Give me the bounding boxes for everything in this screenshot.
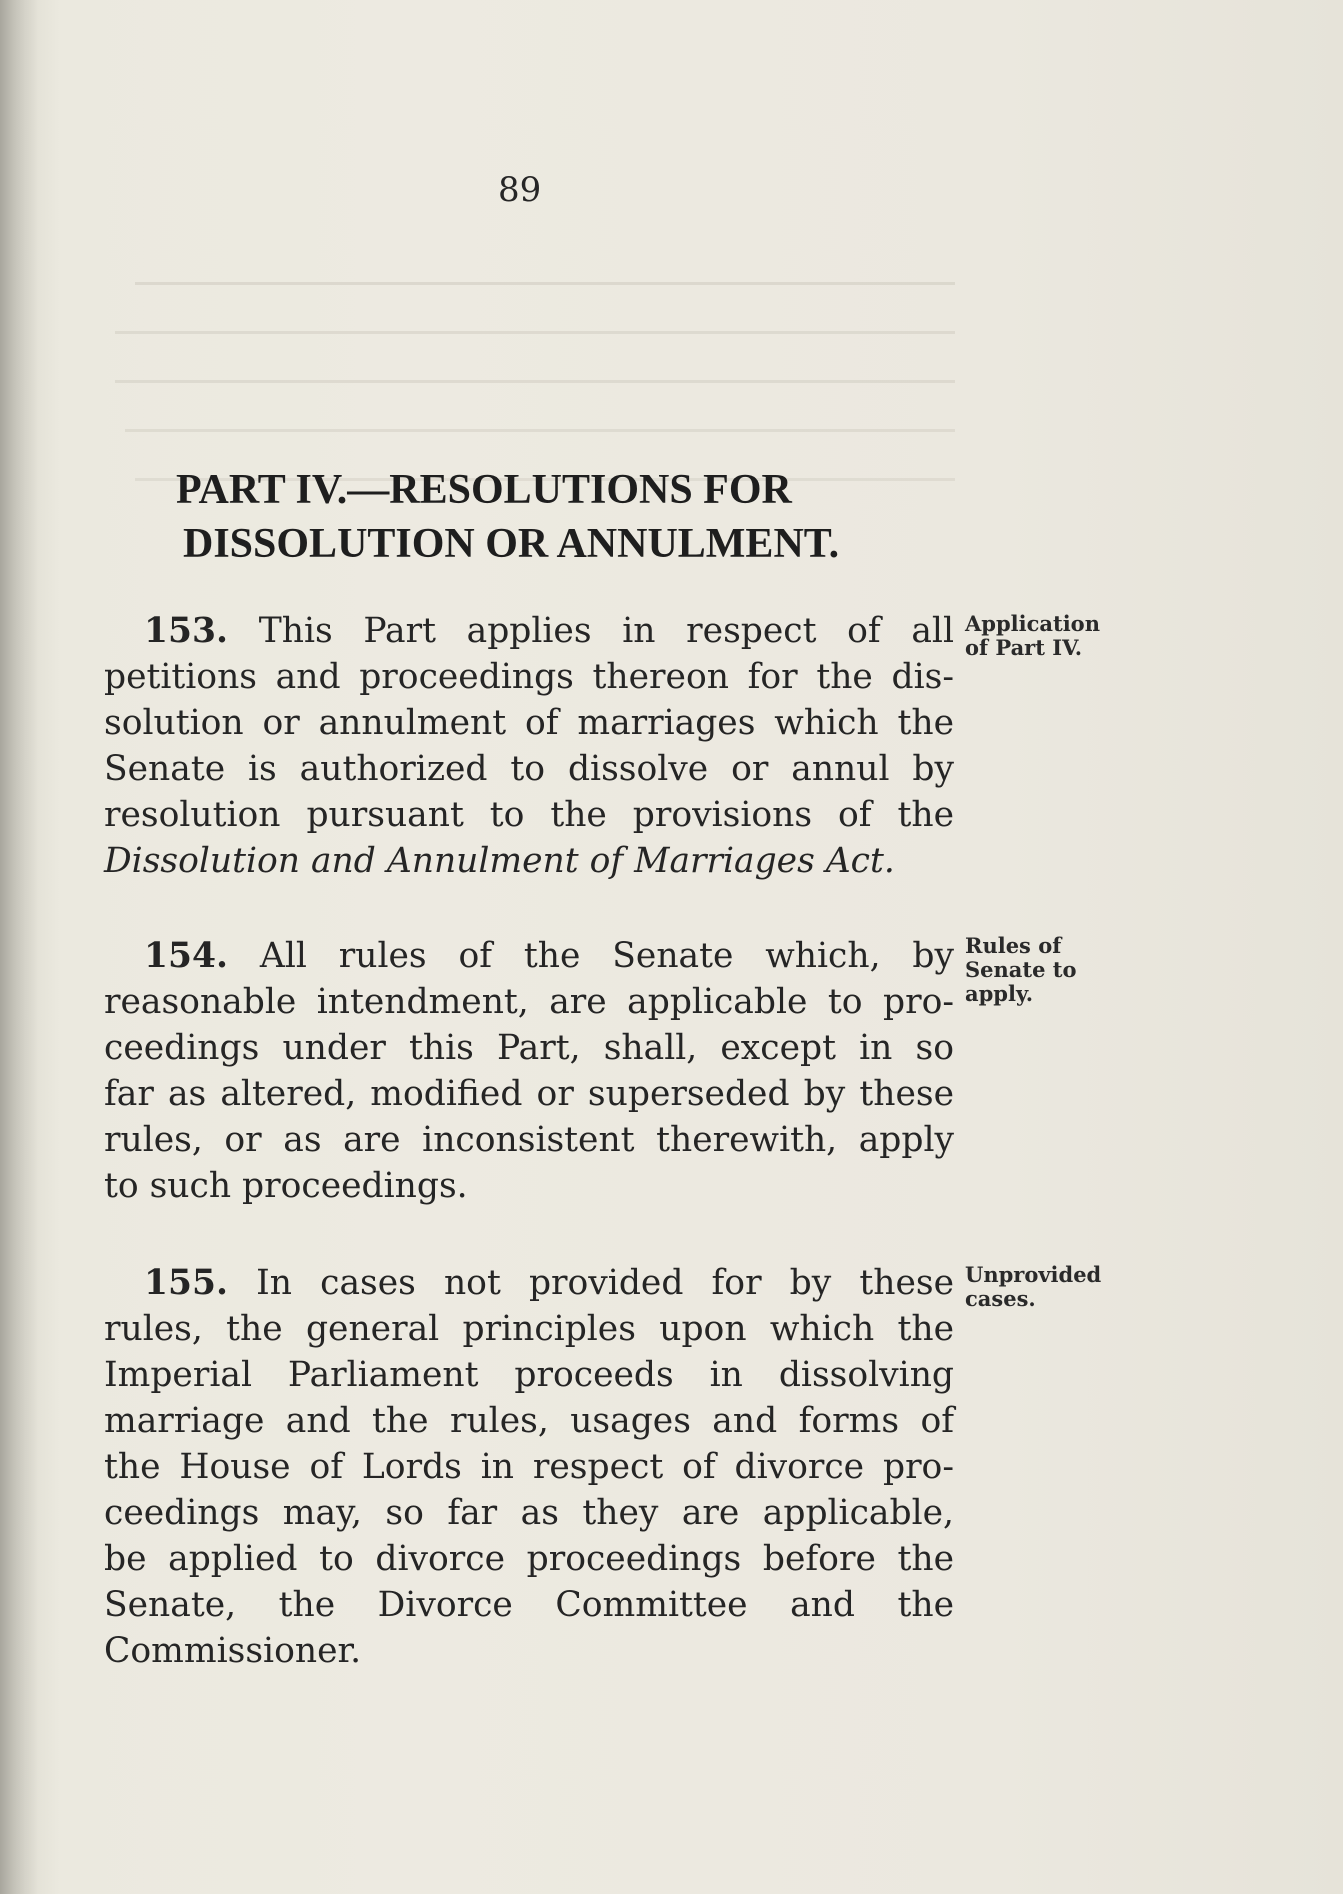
section-line: far as altered, modified or superseded by these (104, 1074, 954, 1114)
section-line: rules, or as are inconsistent therewith, apply (104, 1120, 954, 1160)
heading-line-2: DISSOLUTION OR ANNULMENT. (183, 521, 840, 567)
section-number: 155. (144, 1263, 229, 1303)
section-line: Senate is authorized to dissolve or annul by (104, 749, 954, 789)
section-154 (104, 933, 954, 1209)
section-line: the House of Lords in respect of divorce pro- (104, 1447, 954, 1487)
marginal-note-154: Rules of Senate to apply. (965, 933, 1077, 1006)
marginal-note-153: Application of Part IV. (965, 611, 1100, 660)
section-number: 153. (144, 611, 229, 651)
section-155 (104, 1260, 954, 1674)
section-line: ceedings under this Part, shall, except in so (104, 1028, 954, 1068)
section-line: 153. This Part applies in respect of all (144, 611, 954, 651)
section-line: 155. In cases not provided for by these (144, 1263, 954, 1303)
heading-line-1: PART IV.—RESOLUTIONS FOR (176, 467, 792, 513)
section-line: resolution pursuant to the provisions of the (104, 795, 954, 835)
section-line: solution or annulment of marriages which the (104, 703, 954, 743)
section-line: 154. All rules of the Senate which, by (144, 936, 954, 976)
section-line: to such proceedings. (104, 1166, 468, 1206)
marginal-note-155: Unprovided cases. (965, 1262, 1102, 1311)
section-line: be applied to divorce proceedings before the (104, 1539, 954, 1579)
section-line: rules, the general principles upon which the (104, 1309, 954, 1349)
section-number: 154. (144, 936, 229, 976)
binding-edge (0, 0, 38, 1894)
section-line: petitions and proceedings thereon for the dis- (104, 657, 954, 697)
section-line: ceedings may, so far as they are applicable, (104, 1493, 954, 1533)
part-heading (176, 463, 936, 571)
section-153 (104, 608, 954, 884)
section-line: Imperial Parliament proceeds in dissolving (104, 1355, 954, 1395)
act-title: Dissolution and Annulment of Marriages Act. (104, 841, 895, 881)
page-number: 89 (498, 170, 542, 210)
section-line: reasonable intendment, are applicable to pro- (104, 982, 954, 1022)
section-line: Commissioner. (104, 1631, 362, 1671)
section-line: marriage and the rules, usages and forms of (104, 1401, 954, 1441)
section-line: Senate, the Divorce Committee and the (104, 1585, 954, 1625)
